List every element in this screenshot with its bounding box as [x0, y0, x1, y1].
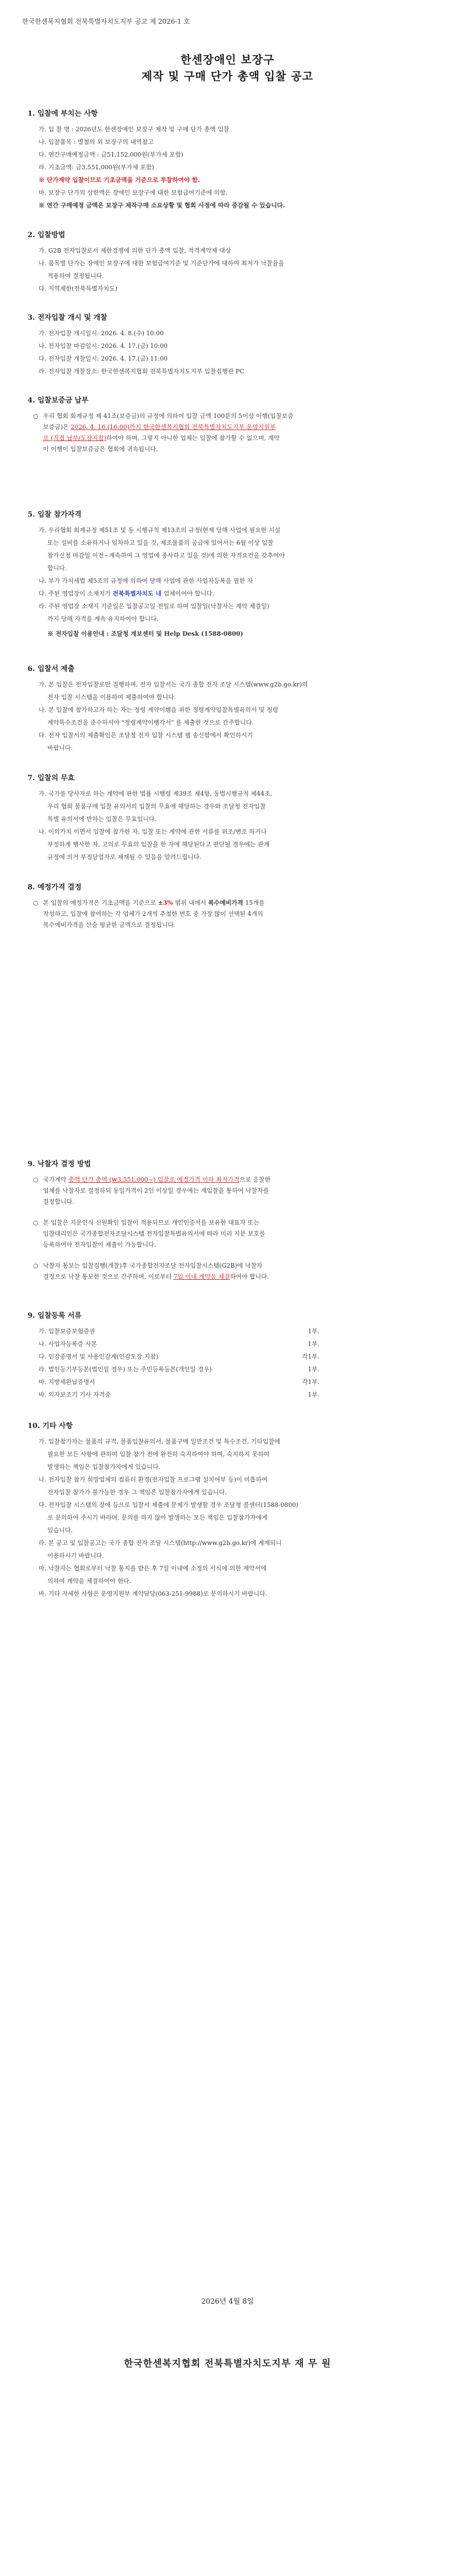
sec7-line-6: 규정에 의거 부정당업자로 제재될 수 있음을 알려드립니다.: [47, 854, 202, 861]
sec2-item-b: 나. 품목별 단가는 장애인 보장구에 대한 보험급여기준 및 기준단가에 대하여 최저가 낙찰율을: [39, 260, 284, 267]
sec11-line-8: 있습니다.: [47, 1527, 73, 1534]
notice-number: 한국한센복지협회 전북특별자치도지부 공고 제 2026-1 호: [22, 18, 190, 25]
sec6-line-4: 계약특수조건을 준수하셔야 "정령계약이행각서" 를 제출한 것으로 간주합니다.: [47, 719, 254, 726]
sec8-paragraph: ○ 본 입찰의 예정가격은 기초금액을 기준으로 ±3% 범위 내에서 복수예비가격 15개를 작성하고, 입찰에 참여하는 각 업체가 2개씩 추첨한 번호 중 가장 많이 선택된 4개의 복수예비가격을 산술 평균한 금액으로 결정됩니다.: [33, 898, 419, 931]
sec5-line-7: 라. 주된 영업장 소재지 기준일은 입찰공고일 전일로 하며 입찰일(낙찰자는 계약 체결일): [39, 603, 269, 610]
circle-bullet-icon: ○: [33, 412, 39, 420]
section-other-heading: 10. 기타 사항: [28, 1422, 73, 1430]
sec11-line-11: 마. 낙찰자는 협회로부터 낙찰 통지를 받은 후 7일 이내에 소정의 서식에 의한 계약서에: [39, 1565, 267, 1572]
deposit-deadline: 2026. 4. 16.(16:00)까지 한국한센복지협회 전북특별자치도지부 운영지원부: [71, 423, 276, 431]
document-item: 다. 인감증명서 및 사용인감계(인감도장 지참) 각1부.: [39, 1353, 319, 1360]
sec1-note-budget: ※ 연간 구매예정 금액은 보장구 제작구매 소요상황 및 협회 사정에 따라 증감될 수 있습니다.: [39, 202, 285, 209]
sec1-note-unit-price: ※ 단가계약 입찰이므로 기초금액을 기준으로 투찰하여야 함.: [39, 176, 200, 184]
section-7-heading: 7. 입찰의 무효: [28, 774, 75, 782]
notice-date: 2026년 4월 8일: [201, 2298, 254, 2306]
sec3-item-d: 라. 전자입찰 개찰장소: 한국한센복지협회 전북특별자치도지부 입찰집행관 PC: [39, 368, 245, 375]
circle-bullet-icon: ○: [33, 899, 39, 906]
sec9-paragraph-2: ○ 본 입찰은 지문인식 신원확인 입찰이 적용되므로 개인인증서를 보유한 대표자 또는 입찰대리인은 국가종합전자조달시스템 전자입찰특별유의서에 따라 미리 지문 보호를 등록하여야 전자입찰이 제출이 가능합니다.: [33, 1217, 419, 1251]
sec11-line-6: 다. 전자입찰 시스템의 장애 등으로 입찰서 제출에 문제가 발생할 경우 조달청 콜센터(1588-0800): [39, 1501, 299, 1509]
document-item: 마. 지방세완납증명서 각1부.: [39, 1378, 319, 1386]
sec11-line-3: 발생하는 책임은 입찰참가자에게 있습니다.: [47, 1463, 161, 1471]
sec5-note-help: ※ 전자입찰 이용안내 : 조달청 계보센터 및 Help Desk (1588-0800): [47, 630, 243, 637]
sec7-line-1: 가. 국가를 당사자로 하는 계약에 관한 법률 시행령 제39조 제4항, 동법시행규칙 제44조,: [39, 790, 272, 797]
section-9-heading: 9. 낙찰자 결정 방법: [28, 1160, 91, 1168]
sec5-line-6: 다. 주된 영업장이 소재지가 전북특별자치도 내 업체이어야 합니다.: [39, 590, 214, 597]
sec6-line-2: 전자 입찰 시스템을 이용하여 제출하여야 합니다.: [47, 694, 176, 701]
sec5-line-4: 합니다.: [47, 565, 67, 572]
sec3-item-c: 다. 전자입찰 개찰일시: 2026. 4. 17.(금) 11:00: [39, 355, 168, 362]
sec1-item-c: 다. 연간구매예정금액 : 금51,152,000원(부가세 포함): [39, 151, 183, 158]
document-item: 라. 법인등기부등본(법인일 경우) 또는 주민등록등본(개인일 경우) 1부.: [39, 1366, 319, 1373]
price-range: ±3%: [158, 899, 174, 906]
sec7-line-4: 나. 이의가치 이면서 입찰에 참가한 자, 입찰 또는 계약에 관한 서류를 위조/변조 하거나: [39, 828, 267, 835]
document-item: 바. 의자보조기 기사 자격증 1부.: [39, 1391, 319, 1398]
sec5-line-2: 또는 설비를 소유하거나 임차하고 있을 것, 제조물품의 공급에 있어서는 6월 이상 입찰: [47, 539, 274, 546]
sec6-line-3: 나. 본 입찰에 참가하고자 하는 자는 정령 계약이행을 위한 정령계약입찰특별유의서 및 정령: [39, 706, 279, 713]
sec11-line-7: 로 문의하여 주시기 바라며, 문의를 하지 않아 발생하는 모든 책임은 입찰참가자에게: [47, 1514, 268, 1521]
section-1-heading: 1. 입찰에 부치는 사항: [28, 110, 98, 118]
deposit-method: 로 (직접 납부/도장지참): [43, 434, 106, 442]
sec11-line-4: 나. 전자입찰 참가 희망업체의 컴퓨터 환경(전자입찰 프로그램 설치여부 등)이 미흡하여: [39, 1476, 268, 1483]
circle-bullet-icon: ○: [33, 1219, 39, 1226]
region-highlight: 전북특별자치도 내: [112, 590, 162, 597]
sec7-line-3: 특별 유의서에 반하는 입찰은 무효입니다.: [47, 815, 157, 823]
sec5-line-5: 나. 부가 가치세법 제5조의 규정에 의하여 당해 사업에 관한 사업자등록을 필한 자: [39, 577, 253, 584]
circle-bullet-icon: ○: [33, 1176, 39, 1183]
issuer-signature: 한국한센복지협회 전북특별자치도지부 재 무 원: [123, 2358, 332, 2369]
document-item: 가. 입찰보증보험증권 1부.: [39, 1328, 319, 1335]
sec1-item-e: 마. 보장구 단가의 상한액은 장애인 보장구에 대한 보험급여기준에 의함.: [39, 189, 228, 196]
section-6-heading: 6. 입찰서 제출: [28, 665, 75, 673]
sec11-line-12: 의하여 계약을 체결하여야 한다.: [47, 1577, 132, 1585]
sec11-line-1: 가. 입찰참가자는 물품의 규격, 물품입찰유의서, 물품구매 일반조건 및 특수조건, 기타입찰에: [39, 1438, 280, 1445]
sec3-item-a: 가. 전자입찰 개시일시: 2026. 4. 8.(수) 10:00: [39, 330, 164, 337]
sec9-paragraph-3: ○ 낙찰자 통보는 입찰집행(개찰)후 국가종합전자조달 전자입찰시스템(G2B)에 낙찰자 결정으로 낙찰 통보한 것으로 간주하며, 이로부터 7일 이내 계약을 체결하여야 합니다.: [33, 1260, 419, 1282]
sec2-item-a: 가. G2B 전자입찰로서 제한경쟁에 의한 단가 총액 입찰, 적격계약제 대상: [39, 247, 231, 254]
sec11-line-13: 바. 기타 자세한 사항은 운영지원부 계약담당(063-251-9988)로 문의하시기 바랍니다.: [39, 1590, 267, 1597]
sec1-item-d: 라. 기초금액: 금3,551,000원(부가세 포함): [39, 164, 154, 171]
sec11-line-2: 필요한 모든 사항에 관하여 입찰 참가 전에 완전히 숙지하여야 하며, 숙지하지 못하여: [47, 1451, 270, 1458]
sec11-line-5: 전자입찰 참가가 불가능한 경우 그 책임은 입찰참가자에게 있습니다.: [47, 1489, 227, 1496]
sec1-item-b: 나. 입찰품목 : 별첨의 외 보장구의 내역참고: [39, 138, 154, 146]
section-8-heading: 8. 예정가격 결정: [28, 883, 82, 892]
sec5-line-3: 참가신청 마감일 이전~계속하여 그 영업에 종사하고 있을 것)에 의한 자격요건을 갖추어야: [47, 552, 285, 559]
sec5-line-8: 까지 당해 자격을 계속 유지하여야 합니다.: [47, 615, 159, 622]
circle-bullet-icon: ○: [33, 1262, 39, 1269]
section-documents-heading: 9. 입찰등록 서류: [28, 1312, 82, 1320]
contract-deadline: 7일 이내 계약을 체결: [174, 1273, 230, 1280]
sec1-item-a: 가. 입 찰 명 : 2026년도 한센장애인 보장구 제작 및 구매 단가 총액 입찰: [39, 126, 230, 133]
sec11-line-10: 이용하시기 바랍니다.: [47, 1552, 104, 1559]
document-item: 나. 사업자등록증 사본 1부.: [39, 1340, 319, 1348]
sec2-item-b-cont: 적용하여 결정됩니다.: [47, 272, 104, 280]
section-3-heading: 3. 전자입찰 개시 및 개찰: [28, 314, 107, 322]
section-2-heading: 2. 입찰방법: [28, 231, 66, 239]
sec9-paragraph-1: ○ 국가계약 총액 단가 총액 (₩3,551,000~) 입찰로 예정가격 이하 최저가격으로 응찰한 업체를 낙찰자로 결정하되 동일가격이 2인 이상일 경우에는 재입찰을 통하여 낙찰자를 결정합니다.: [33, 1174, 419, 1208]
award-criteria: 총액 단가 총액 (₩3,551,000~) 입찰로 예정가격 이하 최저가격: [68, 1176, 240, 1183]
sec6-line-5: 다. 전자 입찰서의 제출확인은 조달청 전자 입찰 시스템 웹 송신함에서 확인하시기: [39, 732, 253, 739]
sec11-line-9: 라. 본 공고 및 입찰공고는 국가 종합 전자 조달 시스템(http://www.g2b.go.kr)에 게재되니: [39, 1539, 282, 1547]
sec2-item-c: 다. 지역제한(전북특별자치도): [39, 285, 118, 292]
sec4-paragraph: ○ 우리 협회 회계규정 제 41조(보증금)의 규정에 의하여 입찰 금액 100분의 5이상 이행(입찰보증 보증금)은 2026. 4. 16.(16:00)까지 한국한센복지협회 전북특별자치도지부 운영지원부 로 (직접 납부/도장지참)하여야 하며, 그렇지 아니한 업체는 입찰에 참가할 수 없으며, 계약 이 이행이 입찰보증금은 협회에 귀속됩니다.: [33, 411, 419, 455]
title-line-1: 한센장애인 보장구: [180, 53, 275, 66]
title-line-2: 제작 및 구매 단가 총액 입찰 공고: [142, 69, 313, 83]
sec3-item-b: 나. 전자입찰 마감일시: 2026. 4. 17.(금) 10:00: [39, 342, 168, 350]
sec7-line-5: 부정하게 행사한 자, 고의로 무효의 입찰을 한 자에 해당된다고 판단될 경우에는 관계: [47, 841, 270, 848]
section-4-heading: 4. 입찰보증금 납부: [28, 396, 89, 405]
sec7-line-2: 우리 협회 물품구매 입찰 유의서의 입찰의 무효에 해당하는 경우와 조달청 전자입찰: [47, 803, 266, 810]
sec6-line-1: 가. 본 입찰은 전자입찰로만 집행하며, 전자 입찰서는 국가 종합 전자 조달 시스템(www.g2b.go.kr)의: [39, 681, 308, 688]
sec6-line-6: 바랍니다.: [47, 744, 73, 752]
sec5-line-1: 가. 우리협회 회계규정 제51조 및 동 시행규칙 제13조의 규정(현재 당해 사업에 필요한 시설: [39, 527, 281, 534]
section-5-heading: 5. 입찰 참가자격: [28, 511, 82, 519]
